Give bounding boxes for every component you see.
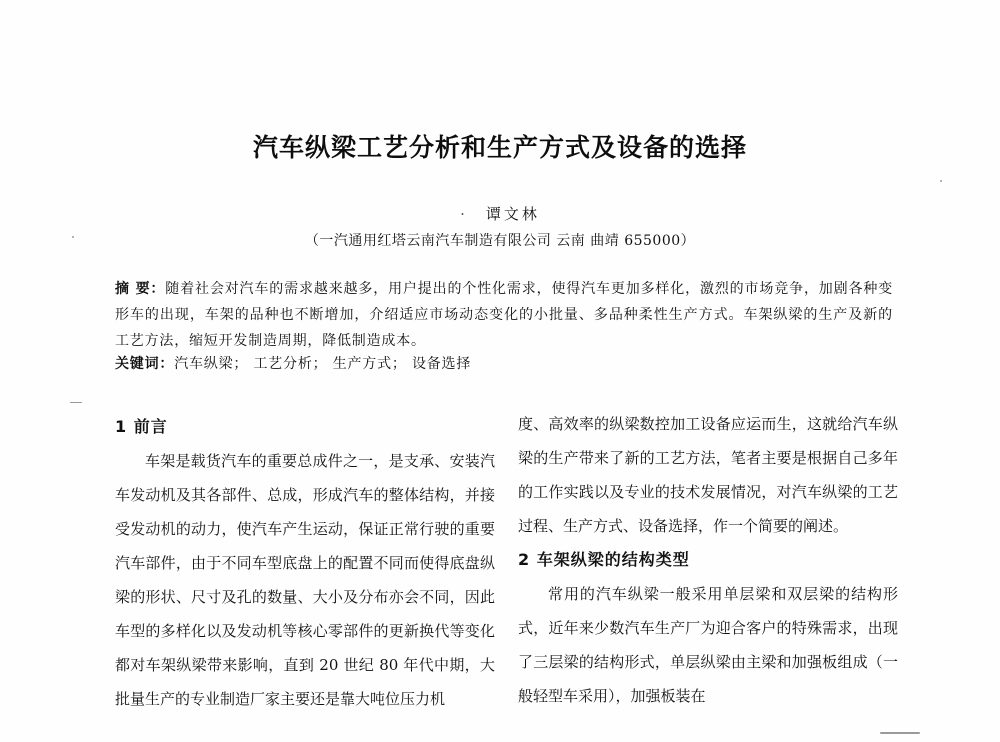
left-column [115, 410, 495, 716]
scan-speck [70, 402, 82, 403]
scan-speck [940, 180, 942, 182]
keywords-label: 关键词： [115, 356, 175, 372]
right-column [518, 407, 898, 713]
scan-speck [880, 732, 920, 734]
keywords [115, 353, 893, 375]
section-1-continuation: 度、高效率的纵梁数控加工设备应运而生，这就给汽车纵梁的生产带来了新的工艺方法，笔者主要是根据自己多年的工作实践以及专业的技术发展情况，对汽车纵梁的工艺过程、生产方式、设备选择，作一个简要的阐述。 [518, 415, 898, 535]
abstract [115, 276, 893, 354]
keywords-text: 汽车纵梁； 工艺分析； 生产方式； 设备选择 [174, 356, 472, 372]
abstract-label: 摘 要： [115, 281, 166, 297]
scan-speck [72, 236, 74, 238]
section-1-paragraph: 车架是载货汽车的重要总成件之一，是支承、安装汽车发动机及其各部件、总成，形成汽车的整体结构，并接受发动机的动力，使汽车产生运动，保证正常行驶的重要汽车部件，由于不同车型底盘上的配置不同而使得底盘纵梁的形状、尺寸及孔的数量、大小及分布亦会不同，因此车型的多样化以及发动机等核心零部件的更新换代等变化都对车架纵梁带来影响，直到 20 世纪 80 年代中期，大批量生产的专业制造厂家主要还是靠大吨位压力机 [115, 452, 495, 708]
author-bullet: · [460, 205, 468, 223]
author-name: 谭文林 [485, 205, 540, 223]
paper-title: 汽车纵梁工艺分析和生产方式及设备的选择 [252, 133, 747, 162]
author-affiliation: （一汽通用红塔云南汽车制造有限公司 云南 曲靖 655000） [304, 233, 696, 249]
section-1-heading: 1 前言 [115, 417, 168, 436]
author-line [0, 203, 1000, 224]
abstract-text: 随着社会对汽车的需求越来越多，用户提出的个性化需求，使得汽车更加多样化，激烈的市场竞争，加剧各种变形车的出现，车架的品种也不断增加，介绍适应市场动态变化的小批量、多品种柔性生产方式。车架纵梁的生产及新的工艺方法，缩短开发制造周期，降低制造成本。 [115, 281, 894, 349]
section-2-paragraph: 常用的汽车纵梁一般采用单层梁和双层梁的结构形式，近年来少数汽车生产厂为迎合客户的特殊需求，出现了三层梁的结构形式，单层纵梁由主梁和加强板组成（一般轻型车采用），加强板装在 [518, 585, 898, 705]
section-2-heading: 2 车架纵梁的结构类型 [518, 550, 690, 569]
